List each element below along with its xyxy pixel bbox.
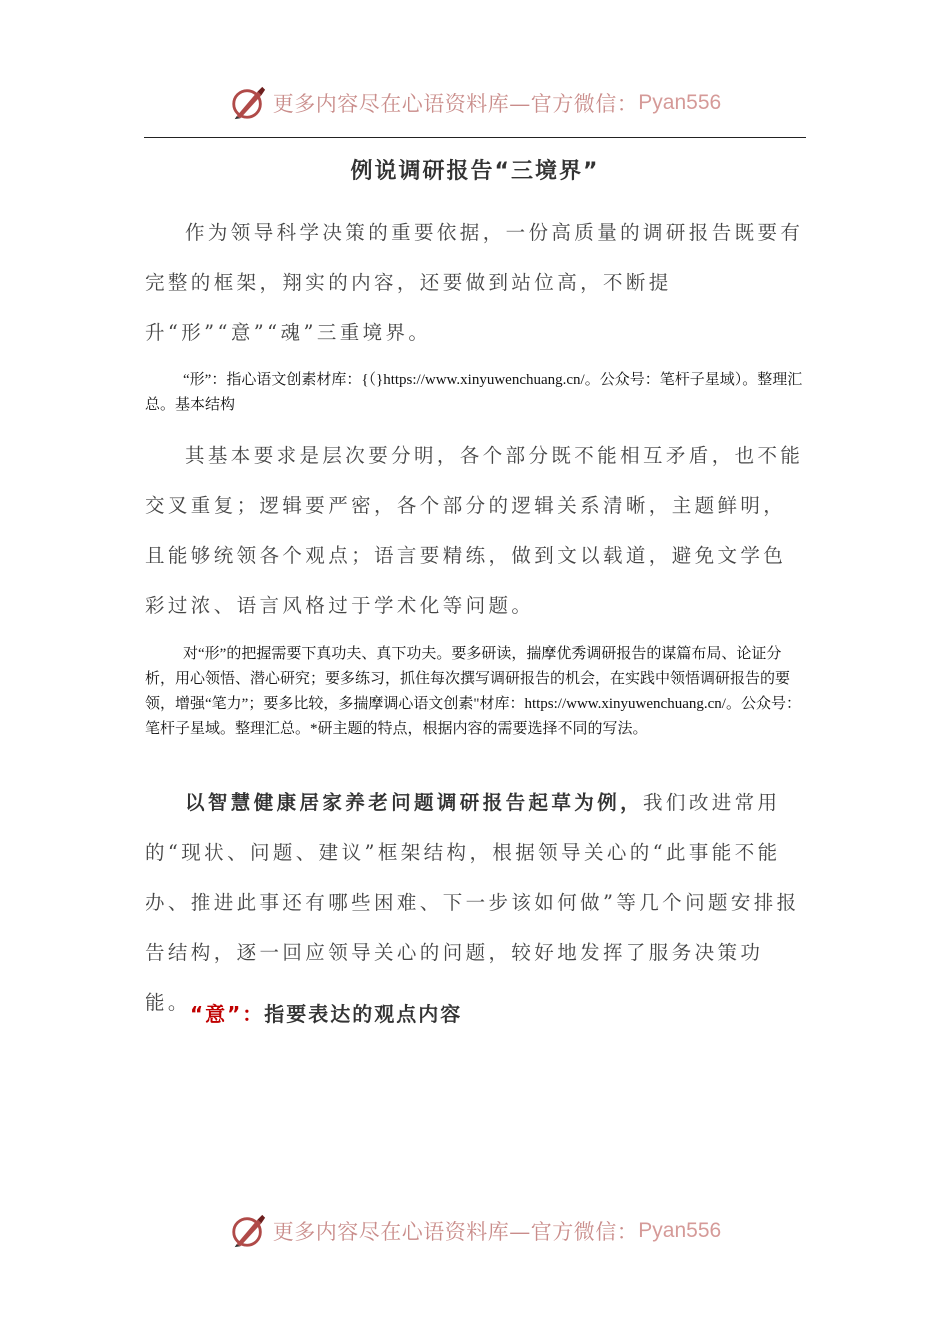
note-form-definition: “形”：指心语文创素材库：{（}https://www.xinyuwenchuang.cn/。公众号：笔杆子星域）。整理汇总。基本结构: [145, 372, 803, 413]
header-divider: [144, 137, 806, 138]
pen-logo-icon: [229, 1212, 267, 1250]
heading-yi-text: 指要表达的观点内容: [264, 1002, 463, 1026]
header-banner: [0, 78, 950, 128]
example-body: 我们改进常用的“现状、问题、建议”框架结构，根据领导关心的“此事能不能办、推进此事还有哪些困难、下一步该如何做”等几个问题安排报告结构，逐一回应领导关心的问题，较好地发挥了服务决策功能。: [145, 791, 800, 1014]
banner-wechat-id: Pyan556: [638, 91, 722, 114]
heading-yi-label: “意”：: [190, 1002, 265, 1026]
paragraph-requirements: 其基本要求是层次要分明，各个部分既不能相互矛盾，也不能交叉重复；逻辑要严密，各个部分的逻辑关系清晰，主题鲜明，且能够统领各个观点；语言要精练，做到文以载道，避免文学色彩过浓、语言风格过于学术化等问题。: [145, 444, 804, 617]
note-form-practice: 对“形”的把握需要下真功夫、真下功夫。要多研读，揣摩优秀调研报告的谋篇布局、论证分析，用心领悟、潜心研究；要多练习，抓住每次撰写调研报告的机会，在实践中领悟调研报告的要领，增强“笔力”；要多比较，多揣摩调心语文创素"材库：https://www.xinyuwenchuang.cn/。公众号：笔杆子星域。整理汇总。*研主题的特点，根据内容的需要选择不同的写法。: [145, 646, 801, 737]
paragraph-intro: 作为领导科学决策的重要依据，一份高质量的调研报告既要有完整的框架，翔实的内容，还要做到站位高，不断提升“形”“意”“魂”三重境界。: [145, 221, 804, 344]
banner-wechat-id: Pyan556: [638, 1219, 722, 1242]
banner-text: 更多内容尽在心语资料库—官方微信：: [272, 1220, 639, 1244]
banner-text: 更多内容尽在心语资料库—官方微信：: [272, 92, 639, 116]
footer-banner: [0, 1206, 950, 1256]
paragraph-example: [145, 778, 807, 1028]
pen-logo-icon: [229, 84, 267, 122]
document-title: 例说调研报告“三境界”: [350, 159, 600, 184]
section-heading-yi: [190, 998, 790, 1027]
example-lead: 以智慧健康居家养老问题调研报告起草为例，: [185, 791, 644, 814]
